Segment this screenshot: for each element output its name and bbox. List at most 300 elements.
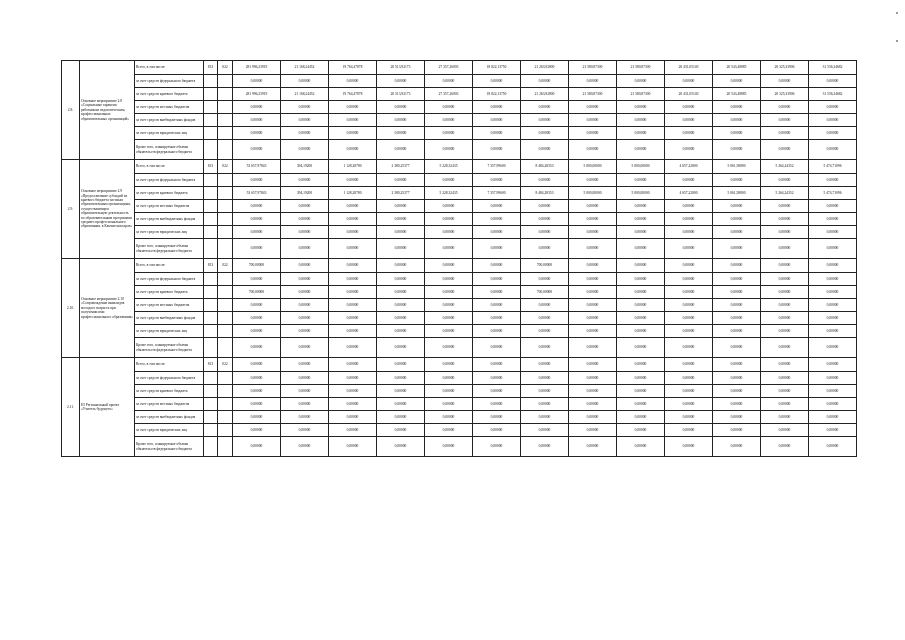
amount-cell: 0,00000: [617, 325, 665, 338]
amount-cell: 0,00000: [665, 75, 713, 88]
amount-cell: 0,00000: [617, 127, 665, 140]
budget-code-cell: [204, 398, 218, 411]
budget-code-cell: [218, 174, 233, 187]
amount-cell: 0,00000: [617, 226, 665, 239]
budget-code-cell: 813: [204, 61, 218, 75]
section-total-row: [62, 61, 857, 75]
amount-cell: 0,00000: [713, 174, 761, 187]
amount-cell: 0,00000: [521, 114, 569, 127]
amount-cell: 0,00000: [569, 75, 617, 88]
budget-code-cell: [204, 299, 218, 312]
amount-cell: 0,00000: [713, 101, 761, 114]
amount-cell: 5 000,00000: [617, 187, 665, 200]
amount-cell: 20 543,48885: [713, 61, 761, 75]
amount-cell: 21 580,87300: [569, 88, 617, 101]
amount-cell: 0,00000: [569, 127, 617, 140]
amount-cell: 0,00000: [761, 437, 809, 457]
amount-cell: 0,00000: [713, 114, 761, 127]
budget-code-cell: [218, 127, 233, 140]
amount-cell: 0,00000: [377, 325, 425, 338]
budget-code-cell: [204, 140, 218, 160]
amount-cell: 5 061,58800: [713, 160, 761, 174]
amount-cell: 0,00000: [521, 372, 569, 385]
amount-cell: 5 228,32435: [425, 160, 473, 174]
amount-cell: 0,00000: [329, 385, 377, 398]
amount-cell: 0,00000: [569, 273, 617, 286]
scan-mark: [896, 40, 898, 42]
amount-cell: 0,00000: [665, 213, 713, 226]
amount-cell: 0,00000: [761, 398, 809, 411]
amount-cell: 0,00000: [665, 385, 713, 398]
amount-cell: 0,00000: [329, 127, 377, 140]
amount-cell: 0,00000: [713, 338, 761, 358]
amount-cell: 0,00000: [233, 101, 281, 114]
amount-cell: 0,00000: [809, 174, 857, 187]
amount-cell: 0,00000: [425, 286, 473, 299]
amount-cell: 0,00000: [473, 312, 521, 325]
funding-source: за счет средств местных бюджетов: [135, 299, 204, 312]
budget-code-cell: [218, 140, 233, 160]
funding-source: Кроме того, планируемые объемы обязательств федерального бюджета: [135, 239, 204, 259]
amount-cell: 27 357,26003: [425, 61, 473, 75]
funding-source: за счет средств местных бюджетов: [135, 101, 204, 114]
funding-row: [62, 312, 857, 325]
amount-cell: 0,00000: [761, 325, 809, 338]
section-name: Е5 Региональный проект «Учитель будущего»: [80, 358, 135, 457]
amount-cell: 0,00000: [473, 75, 521, 88]
amount-cell: 0,00000: [617, 411, 665, 424]
amount-cell: 0,00000: [521, 140, 569, 160]
amount-cell: 0,00000: [329, 200, 377, 213]
amount-cell: 0,00000: [713, 325, 761, 338]
funding-row: [62, 338, 857, 358]
section-index: 2.11.: [62, 358, 80, 457]
amount-cell: 0,00000: [425, 140, 473, 160]
amount-cell: 0,00000: [329, 75, 377, 88]
funding-row: [62, 114, 857, 127]
amount-cell: 0,00000: [569, 338, 617, 358]
amount-cell: 19 764,47878: [329, 61, 377, 75]
amount-cell: 0,00000: [809, 114, 857, 127]
amount-cell: 7 357,99600: [473, 160, 521, 174]
amount-cell: 0,00000: [713, 312, 761, 325]
amount-cell: 0,00000: [809, 398, 857, 411]
funding-row: [62, 437, 857, 457]
amount-cell: 0,00000: [329, 286, 377, 299]
amount-cell: 0,00000: [809, 325, 857, 338]
amount-cell: 8 484,28353: [521, 187, 569, 200]
amount-cell: 0,00000: [473, 213, 521, 226]
amount-cell: 0,00000: [521, 325, 569, 338]
amount-cell: 700,00000: [521, 259, 569, 273]
amount-cell: 5 000,00000: [569, 160, 617, 174]
amount-cell: 0,00000: [329, 372, 377, 385]
amount-cell: 0,00000: [377, 239, 425, 259]
budget-code-cell: [218, 299, 233, 312]
funding-source: за счет средств федерального бюджета: [135, 174, 204, 187]
funding-row: [62, 398, 857, 411]
amount-cell: 0,00000: [713, 358, 761, 372]
funding-source: за счет средств местных бюджетов: [135, 398, 204, 411]
budget-code-cell: [218, 187, 233, 200]
budget-code-cell: [204, 213, 218, 226]
funding-row: [62, 286, 857, 299]
amount-cell: 0,00000: [665, 101, 713, 114]
amount-cell: 0,00000: [329, 325, 377, 338]
amount-cell: 0,00000: [617, 398, 665, 411]
funding-source: за счет средств внебюджетных фондов: [135, 312, 204, 325]
amount-cell: 0,00000: [425, 312, 473, 325]
amount-cell: 0,00000: [233, 200, 281, 213]
amount-cell: 2 380,25377: [377, 187, 425, 200]
amount-cell: 0,00000: [713, 372, 761, 385]
amount-cell: 0,00000: [521, 385, 569, 398]
amount-cell: 53 657,97843: [233, 187, 281, 200]
amount-cell: 0,00000: [425, 226, 473, 239]
amount-cell: 0,00000: [665, 140, 713, 160]
amount-cell: 0,00000: [425, 385, 473, 398]
amount-cell: 0,00000: [425, 299, 473, 312]
funding-source: за счет средств юридических лиц: [135, 424, 204, 437]
budget-code-cell: [204, 437, 218, 457]
funding-source: Кроме того, планируемые объемы обязательств федерального бюджета: [135, 338, 204, 358]
amount-cell: 0,00000: [665, 273, 713, 286]
amount-cell: 0,00000: [761, 101, 809, 114]
amount-cell: 0,00000: [809, 437, 857, 457]
amount-cell: 0,00000: [377, 273, 425, 286]
amount-cell: 0,00000: [569, 358, 617, 372]
budget-code-cell: [218, 338, 233, 358]
amount-cell: 0,00000: [425, 411, 473, 424]
amount-cell: 0,00000: [233, 424, 281, 437]
amount-cell: 0,00000: [233, 338, 281, 358]
amount-cell: 0,00000: [281, 385, 329, 398]
amount-cell: 0,00000: [425, 325, 473, 338]
funding-row: [62, 140, 857, 160]
budget-code-cell: [218, 88, 233, 101]
budget-code-cell: [204, 174, 218, 187]
amount-cell: 0,00000: [809, 286, 857, 299]
amount-cell: 0,00000: [329, 273, 377, 286]
amount-cell: 0,00000: [665, 174, 713, 187]
amount-cell: 0,00000: [761, 226, 809, 239]
amount-cell: 0,00000: [713, 385, 761, 398]
amount-cell: 0,00000: [473, 398, 521, 411]
budget-code-cell: [204, 338, 218, 358]
amount-cell: 0,00000: [329, 424, 377, 437]
amount-cell: 0,00000: [713, 259, 761, 273]
amount-cell: 0,00000: [473, 101, 521, 114]
amount-cell: 0,00000: [329, 358, 377, 372]
amount-cell: 0,00000: [809, 424, 857, 437]
amount-cell: 0,00000: [425, 200, 473, 213]
amount-cell: 0,00000: [569, 385, 617, 398]
amount-cell: 0,00000: [809, 299, 857, 312]
budget-code-cell: [204, 312, 218, 325]
funding-source: за счет средств федерального бюджета: [135, 273, 204, 286]
amount-cell: 0,00000: [665, 259, 713, 273]
amount-cell: 0,00000: [569, 312, 617, 325]
budget-code-cell: [204, 88, 218, 101]
section-index: 2.8.: [62, 61, 80, 160]
amount-cell: 0,00000: [281, 312, 329, 325]
amount-cell: 5 000,00000: [569, 187, 617, 200]
amount-cell: 31 536,34682: [809, 88, 857, 101]
amount-cell: 0,00000: [233, 114, 281, 127]
amount-cell: 0,00000: [569, 398, 617, 411]
amount-cell: 18 822,13750: [473, 88, 521, 101]
amount-cell: 0,00000: [617, 259, 665, 273]
budget-code-cell: [218, 239, 233, 259]
amount-cell: 0,00000: [521, 437, 569, 457]
funding-row: [62, 88, 857, 101]
amount-cell: 0,00000: [521, 213, 569, 226]
funding-row: [62, 385, 857, 398]
amount-cell: 0,00000: [665, 338, 713, 358]
amount-cell: 0,00000: [233, 325, 281, 338]
amount-cell: 0,00000: [281, 424, 329, 437]
budget-code-cell: [218, 411, 233, 424]
amount-cell: 0,00000: [665, 226, 713, 239]
amount-cell: 20 513,92173: [377, 61, 425, 75]
amount-cell: 0,00000: [233, 372, 281, 385]
amount-cell: 0,00000: [473, 325, 521, 338]
funding-row: [62, 424, 857, 437]
amount-cell: 0,00000: [473, 273, 521, 286]
amount-cell: 5 474,71096: [809, 187, 857, 200]
amount-cell: 0,00000: [761, 259, 809, 273]
amount-cell: 0,00000: [329, 259, 377, 273]
amount-cell: 0,00000: [713, 286, 761, 299]
funding-source: за счет средств внебюджетных фондов: [135, 213, 204, 226]
amount-cell: 281 996,23919: [233, 61, 281, 75]
amount-cell: 0,00000: [617, 75, 665, 88]
amount-cell: 0,00000: [377, 398, 425, 411]
amount-cell: 700,00000: [521, 286, 569, 299]
amount-cell: 0,00000: [761, 299, 809, 312]
budget-code-cell: [218, 398, 233, 411]
amount-cell: 0,00000: [569, 411, 617, 424]
amount-cell: 0,00000: [761, 424, 809, 437]
funding-row: [62, 372, 857, 385]
funding-row: [62, 226, 857, 239]
amount-cell: 0,00000: [329, 312, 377, 325]
funding-source: за счет средств местных бюджетов: [135, 200, 204, 213]
amount-cell: 2 380,25377: [377, 160, 425, 174]
budget-table: [61, 60, 857, 457]
amount-cell: 0,00000: [425, 424, 473, 437]
amount-cell: 0,00000: [521, 200, 569, 213]
amount-cell: 20 543,48885: [713, 88, 761, 101]
amount-cell: 0,00000: [761, 358, 809, 372]
budget-code-cell: [204, 286, 218, 299]
amount-cell: 0,00000: [665, 114, 713, 127]
amount-cell: 0,00000: [569, 372, 617, 385]
amount-cell: 0,00000: [521, 358, 569, 372]
amount-cell: 0,00000: [713, 299, 761, 312]
budget-code-cell: [218, 372, 233, 385]
amount-cell: 0,00000: [377, 312, 425, 325]
budget-code-cell: 813: [204, 160, 218, 174]
amount-cell: 0,00000: [521, 174, 569, 187]
amount-cell: 0,00000: [281, 239, 329, 259]
budget-code-cell: [204, 75, 218, 88]
amount-cell: 0,00000: [761, 338, 809, 358]
funding-source: Всего, в том числе:: [135, 160, 204, 174]
amount-cell: 0,00000: [425, 239, 473, 259]
budget-code-cell: 022: [218, 61, 233, 75]
amount-cell: 0,00000: [809, 411, 857, 424]
amount-cell: 5 000,00000: [617, 160, 665, 174]
budget-code-cell: [218, 286, 233, 299]
amount-cell: 0,00000: [377, 213, 425, 226]
amount-cell: 700,00000: [233, 286, 281, 299]
budget-code-cell: [218, 200, 233, 213]
amount-cell: 0,00000: [233, 312, 281, 325]
budget-code-cell: [204, 200, 218, 213]
amount-cell: 0,00000: [377, 75, 425, 88]
funding-source: за счет средств юридических лиц: [135, 226, 204, 239]
amount-cell: 0,00000: [665, 299, 713, 312]
amount-cell: 0,00000: [377, 372, 425, 385]
amount-cell: 0,00000: [809, 385, 857, 398]
amount-cell: 0,00000: [329, 174, 377, 187]
amount-cell: 0,00000: [281, 325, 329, 338]
amount-cell: 281 996,23919: [233, 88, 281, 101]
funding-source: за счет средств внебюджетных фондов: [135, 114, 204, 127]
budget-code-cell: [204, 127, 218, 140]
section-name: Основное мероприятие 2.8 «Социальные гарантии работникам педагогическим, профессиональных образовательных организаций»: [80, 61, 135, 160]
funding-row: [62, 213, 857, 226]
amount-cell: 0,00000: [521, 338, 569, 358]
amount-cell: 0,00000: [233, 239, 281, 259]
amount-cell: 0,00000: [617, 299, 665, 312]
amount-cell: 0,00000: [377, 127, 425, 140]
amount-cell: 0,00000: [377, 385, 425, 398]
budget-code-cell: [218, 226, 233, 239]
amount-cell: 0,00000: [713, 127, 761, 140]
amount-cell: 5 061,58800: [713, 187, 761, 200]
amount-cell: 0,00000: [329, 226, 377, 239]
amount-cell: 0,00000: [281, 398, 329, 411]
funding-source: за счет средств федерального бюджета: [135, 372, 204, 385]
amount-cell: 0,00000: [233, 226, 281, 239]
amount-cell: 0,00000: [761, 286, 809, 299]
amount-cell: 0,00000: [425, 174, 473, 187]
budget-code-cell: [204, 239, 218, 259]
budget-code-cell: [204, 273, 218, 286]
amount-cell: 0,00000: [425, 127, 473, 140]
amount-cell: 0,00000: [281, 338, 329, 358]
budget-code-cell: [218, 312, 233, 325]
amount-cell: 0,00000: [713, 226, 761, 239]
amount-cell: 0,00000: [761, 312, 809, 325]
budget-code-cell: [218, 75, 233, 88]
budget-code-cell: [218, 424, 233, 437]
amount-cell: 0,00000: [425, 213, 473, 226]
amount-cell: 0,00000: [521, 299, 569, 312]
amount-cell: 0,00000: [809, 75, 857, 88]
amount-cell: 20 431,05140: [665, 88, 713, 101]
budget-code-cell: [218, 114, 233, 127]
amount-cell: 0,00000: [809, 239, 857, 259]
amount-cell: 0,00000: [233, 127, 281, 140]
amount-cell: 0,00000: [665, 372, 713, 385]
amount-cell: 0,00000: [569, 101, 617, 114]
amount-cell: 0,00000: [329, 213, 377, 226]
amount-cell: 1 128,28780: [329, 160, 377, 174]
budget-code-cell: [218, 273, 233, 286]
amount-cell: 0,00000: [761, 174, 809, 187]
amount-cell: 700,00000: [233, 259, 281, 273]
section-name: Основное мероприятие 2.10 «Сопровождение инвалидов молодого возраста при получении ими профессионального образования»: [80, 259, 135, 358]
amount-cell: 4 657,22800: [665, 187, 713, 200]
amount-cell: 0,00000: [281, 75, 329, 88]
amount-cell: 5 474,71096: [809, 160, 857, 174]
amount-cell: 0,00000: [713, 273, 761, 286]
amount-cell: 0,00000: [761, 75, 809, 88]
amount-cell: 0,00000: [665, 200, 713, 213]
funding-source: за счет средств федерального бюджета: [135, 75, 204, 88]
amount-cell: 0,00000: [761, 273, 809, 286]
amount-cell: 21 580,87300: [569, 61, 617, 75]
amount-cell: 0,00000: [281, 372, 329, 385]
funding-row: [62, 411, 857, 424]
amount-cell: 0,00000: [761, 385, 809, 398]
section-total-row: [62, 358, 857, 372]
amount-cell: 0,00000: [761, 411, 809, 424]
amount-cell: 0,00000: [425, 338, 473, 358]
funding-source: Кроме того, планируемые объемы обязательств федерального бюджета: [135, 140, 204, 160]
amount-cell: 0,00000: [329, 299, 377, 312]
section-index: 2.10.: [62, 259, 80, 358]
amount-cell: 0,00000: [473, 338, 521, 358]
amount-cell: 0,00000: [473, 174, 521, 187]
budget-code-cell: 813: [204, 259, 218, 273]
amount-cell: 20 431,05140: [665, 61, 713, 75]
amount-cell: 0,00000: [665, 239, 713, 259]
amount-cell: 27 357,26003: [425, 88, 473, 101]
amount-cell: 0,00000: [569, 239, 617, 259]
amount-cell: 0,00000: [281, 101, 329, 114]
amount-cell: 7 357,99600: [473, 187, 521, 200]
amount-cell: 0,00000: [617, 114, 665, 127]
budget-code-cell: [204, 385, 218, 398]
amount-cell: 0,00000: [521, 424, 569, 437]
amount-cell: 0,00000: [425, 114, 473, 127]
funding-row: [62, 174, 857, 187]
budget-code-cell: [204, 101, 218, 114]
amount-cell: 0,00000: [377, 299, 425, 312]
amount-cell: 0,00000: [425, 437, 473, 457]
amount-cell: 0,00000: [377, 286, 425, 299]
amount-cell: 0,00000: [809, 372, 857, 385]
amount-cell: 0,00000: [569, 226, 617, 239]
amount-cell: 21 580,87300: [617, 88, 665, 101]
amount-cell: 0,00000: [473, 226, 521, 239]
budget-code-cell: [204, 114, 218, 127]
amount-cell: 0,00000: [281, 213, 329, 226]
funding-source: Кроме того, планируемые объемы обязательств федерального бюджета: [135, 437, 204, 457]
amount-cell: 0,00000: [569, 286, 617, 299]
funding-row: [62, 101, 857, 114]
amount-cell: 0,00000: [281, 140, 329, 160]
amount-cell: 0,00000: [473, 259, 521, 273]
budget-code-cell: [204, 187, 218, 200]
amount-cell: 0,00000: [377, 114, 425, 127]
funding-row: [62, 127, 857, 140]
amount-cell: 4 657,22800: [665, 160, 713, 174]
